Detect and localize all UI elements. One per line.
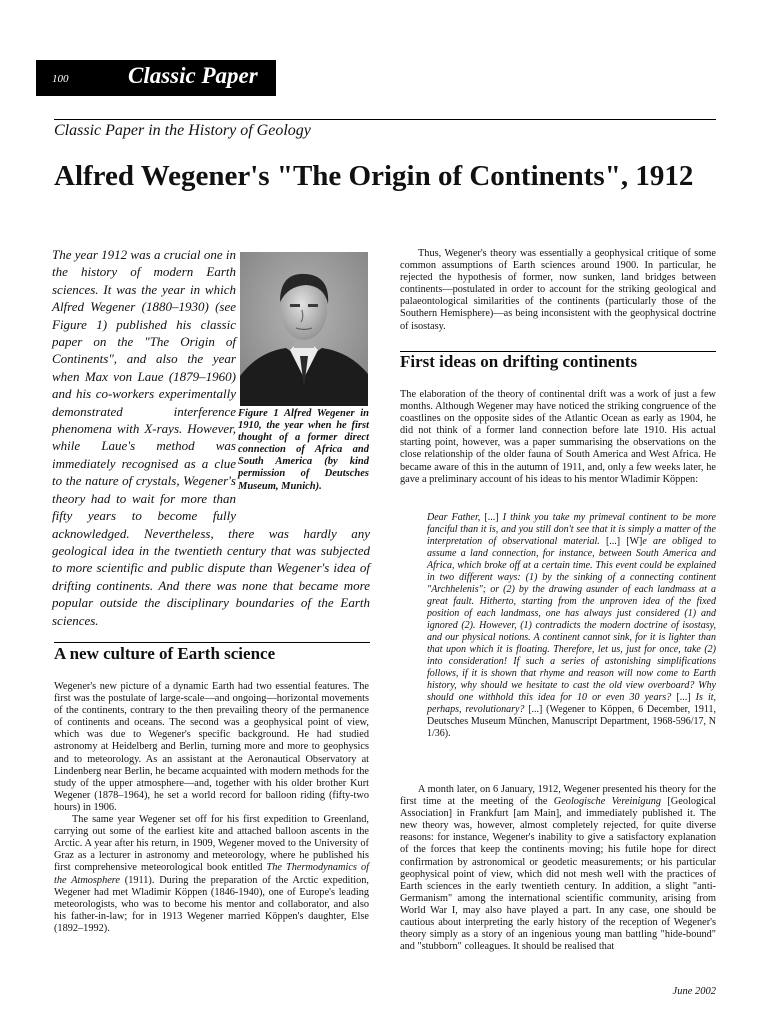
quote-text-1: I think you take my primeval continent to be more fanciful than it is, and you still don't see that it is simply a matter of the interpretation of observational material. [427,512,716,547]
right-intro-text: Thus, Wegener's theory was essentially a geophysical critique of some common assumptions of Earth sciences around 1900. In particular, he rejected the hypothesis of former, now sunken, land bridges between continents—postulated in order to account for the striking geological and palaeontological similarities of the continents (particularly those of the Southern Hemisphere)—as being inconsistent with the geophysical doctrine of isostasy. [400,248,716,332]
quote-text-3: Is it, perhaps, revolutionary? [427,692,716,715]
header-label: Classic Paper [128,63,258,88]
book-title: The Thermodynamics of the Atmosphere [54,862,369,886]
month-text-b: [Geological Association] in Frankfurt [am Main], and immediately published it. The new theory was, however, almost completely rejected, for quite diverse reasons: for instance, Wegener's inability to give a satisfactory explanation of the forces that keep the continents moving; his futile hope for direct confirmation by astronomical or geodetic measurements; or his particular geophysical point of view, which did not mesh well with the practices of Earth sciences in the early twentieth century. In addition, a slight "anti-Germanism" among the international scientific community, arising from World War I, may also have played a part. In any case, one should be cautious about interpreting the early history of the reception of Wegener's theory simply as a story of an ingenious young man battling "hide-bound" and "stubborn" colleagues. It should be realised that [400,796,716,953]
month-text-a: A month later, on 6 January, 1912, Wegener presented his theory for the first time at the meeting of the [400,784,716,808]
section1-paragraph-2 [54,814,369,935]
section1-divider [54,642,370,643]
section1-p2-text-a: The same year Wegener set off for his first expedition to Greenland, carrying out some of the earliest kite and attached balloon ascents in the Arctic. A year after his return, in 1909, Wegener moved to the University of Graz as a lecturer in astronomy and meteorology, where he published his first comprehensive meteorological book entitled [54,814,369,874]
section2-paragraph-1: The elaboration of the theory of continental drift was a work of just a few months. Although Wegener may have noticed the striking congruence of the coastlines on the opposite sides of the Atlantic Ocean as early as 1904, he did not think of a former land connection before late 1910. His actual starting point, however, was a paper summarising the observations on the close relationship of the older fauna of South America and West Africa. He became aware of this in the autumn of 1911, and, only a few weeks later, he gave a preliminary account of his ideas to his mentor Wladimir Köppen: [400,389,716,485]
section1-heading: A new culture of Earth science [54,644,276,663]
header-banner [36,60,276,96]
section1-body [54,681,369,935]
footer-date: June 2002 [672,986,716,997]
section1-paragraph-1: Wegener's new picture of a dynamic Earth had two essential features. The first was the postulate of large-scale—and ongoing—horizontal movements of the continents, contrary to the then prevailing theory of the permanence of continents and oceans. The second was a geophysical point of view, which was due to Wegener's specific background. He had studied astronomy at Heidelberg and Berlin, turning more and more to geophysics and to meteorology. As an assistant at the Aeronautical Observatory at Lindenberg near Berlin, he became acquainted with modern methods for the study of the upper atmosphere—and, together with his older brother Kurt Wegener (1878–1964), he set a world record for balloon riding (fifty-two hours) in 1906. [54,681,369,813]
quote-text-2: e are obliged to assume a land connection, for instance, between South America and Africa, which broke off at a certain time. This event could be explained in two different ways: (1) by the sinking of a connecting continent "Archhelenis"; or (2) by the drawing asunder of each landmass at a great fault. Hitherto, starting from the unproven idea of the fixed position of each landmass, one has always just considered (1) and ignored (2). However, (1) contradicts the modern doctrine of isostasy, and our physical notions. A continent cannot sink, for it is lighter than that upon which it is floating. Therefore, let us, just for once, take (2) into consideration! If such a series of astonishing simplifications follows, if it is shown that rhyme and reason will now come to Earth history, why should we hesitate to cast the old view overboard? Why should one withhold this idea for 10 or even 30 years? [427,536,717,703]
portrait-photo [240,252,368,406]
right-intro-paragraph [400,248,716,333]
section1-p2-text-b: (1911). During the preparation of the Arctic expedition, Wegener had met Wladimir Köppen (1846-1940), one of Europe's leading meteorologists, who was to become his mentor and collaborator, and also his father-in-law; for in 1913 Wegener married Köppen's daughter, Else (1892–1992). [54,874,369,934]
quote-ellipsis-3: [...] [676,692,696,703]
section2-heading: First ideas on drifting continents [400,352,638,371]
abstract-text: The year 1912 was a crucial one in the history of modern Earth sciences. It was the year in which Alfred Wegener (1880–1930) (see Figure 1) published his classic paper on the "The Origin of Continents", and also the year when Max von Laue (1879–1960) and his co-workers experimentally demonstrated interference phenomena with X-rays. However, while Laue's method was immediately recognised as a clue to the nature of crystals, Wegener's theory had to wait for more than fifty years to become fully acknowledged. Nevertheless, there was hardly any geological idea in the twentieth century that was subjected to more scientific and public dispute than Wegener's idea of drifting continents. And there was none that became more popular outside the disciplinary boundaries of the Earth sciences. [52,247,370,628]
article-title: Alfred Wegener's "The Origin of Continents", 1912 [54,160,694,192]
top-divider [54,119,716,120]
section2-paragraph-2 [400,784,716,953]
article-kicker: Classic Paper in the History of Geology [54,122,311,139]
society-name: Geologische Vereinigung [553,796,662,808]
block-quote [427,512,716,740]
wegener-portrait [240,252,368,406]
figure-caption: Figure 1 Alfred Wegener in 1910, the year when he first thought of a former direct connection of Africa and South America (by kind permission of Deutsches Museum, Munich). [238,408,369,492]
page-number: 100 [52,73,69,85]
quote-ellipsis-1: [...] [484,512,503,523]
quote-citation: [...] (Wegener to Köppen, 6 December, 1911, Deutsches Museum München, Manuscript Department, 1968-596/17, N 1/36). [427,704,716,739]
quote-ellipsis-2: [...] [W] [605,536,643,547]
quote-salutation: Dear Father, [427,512,485,523]
